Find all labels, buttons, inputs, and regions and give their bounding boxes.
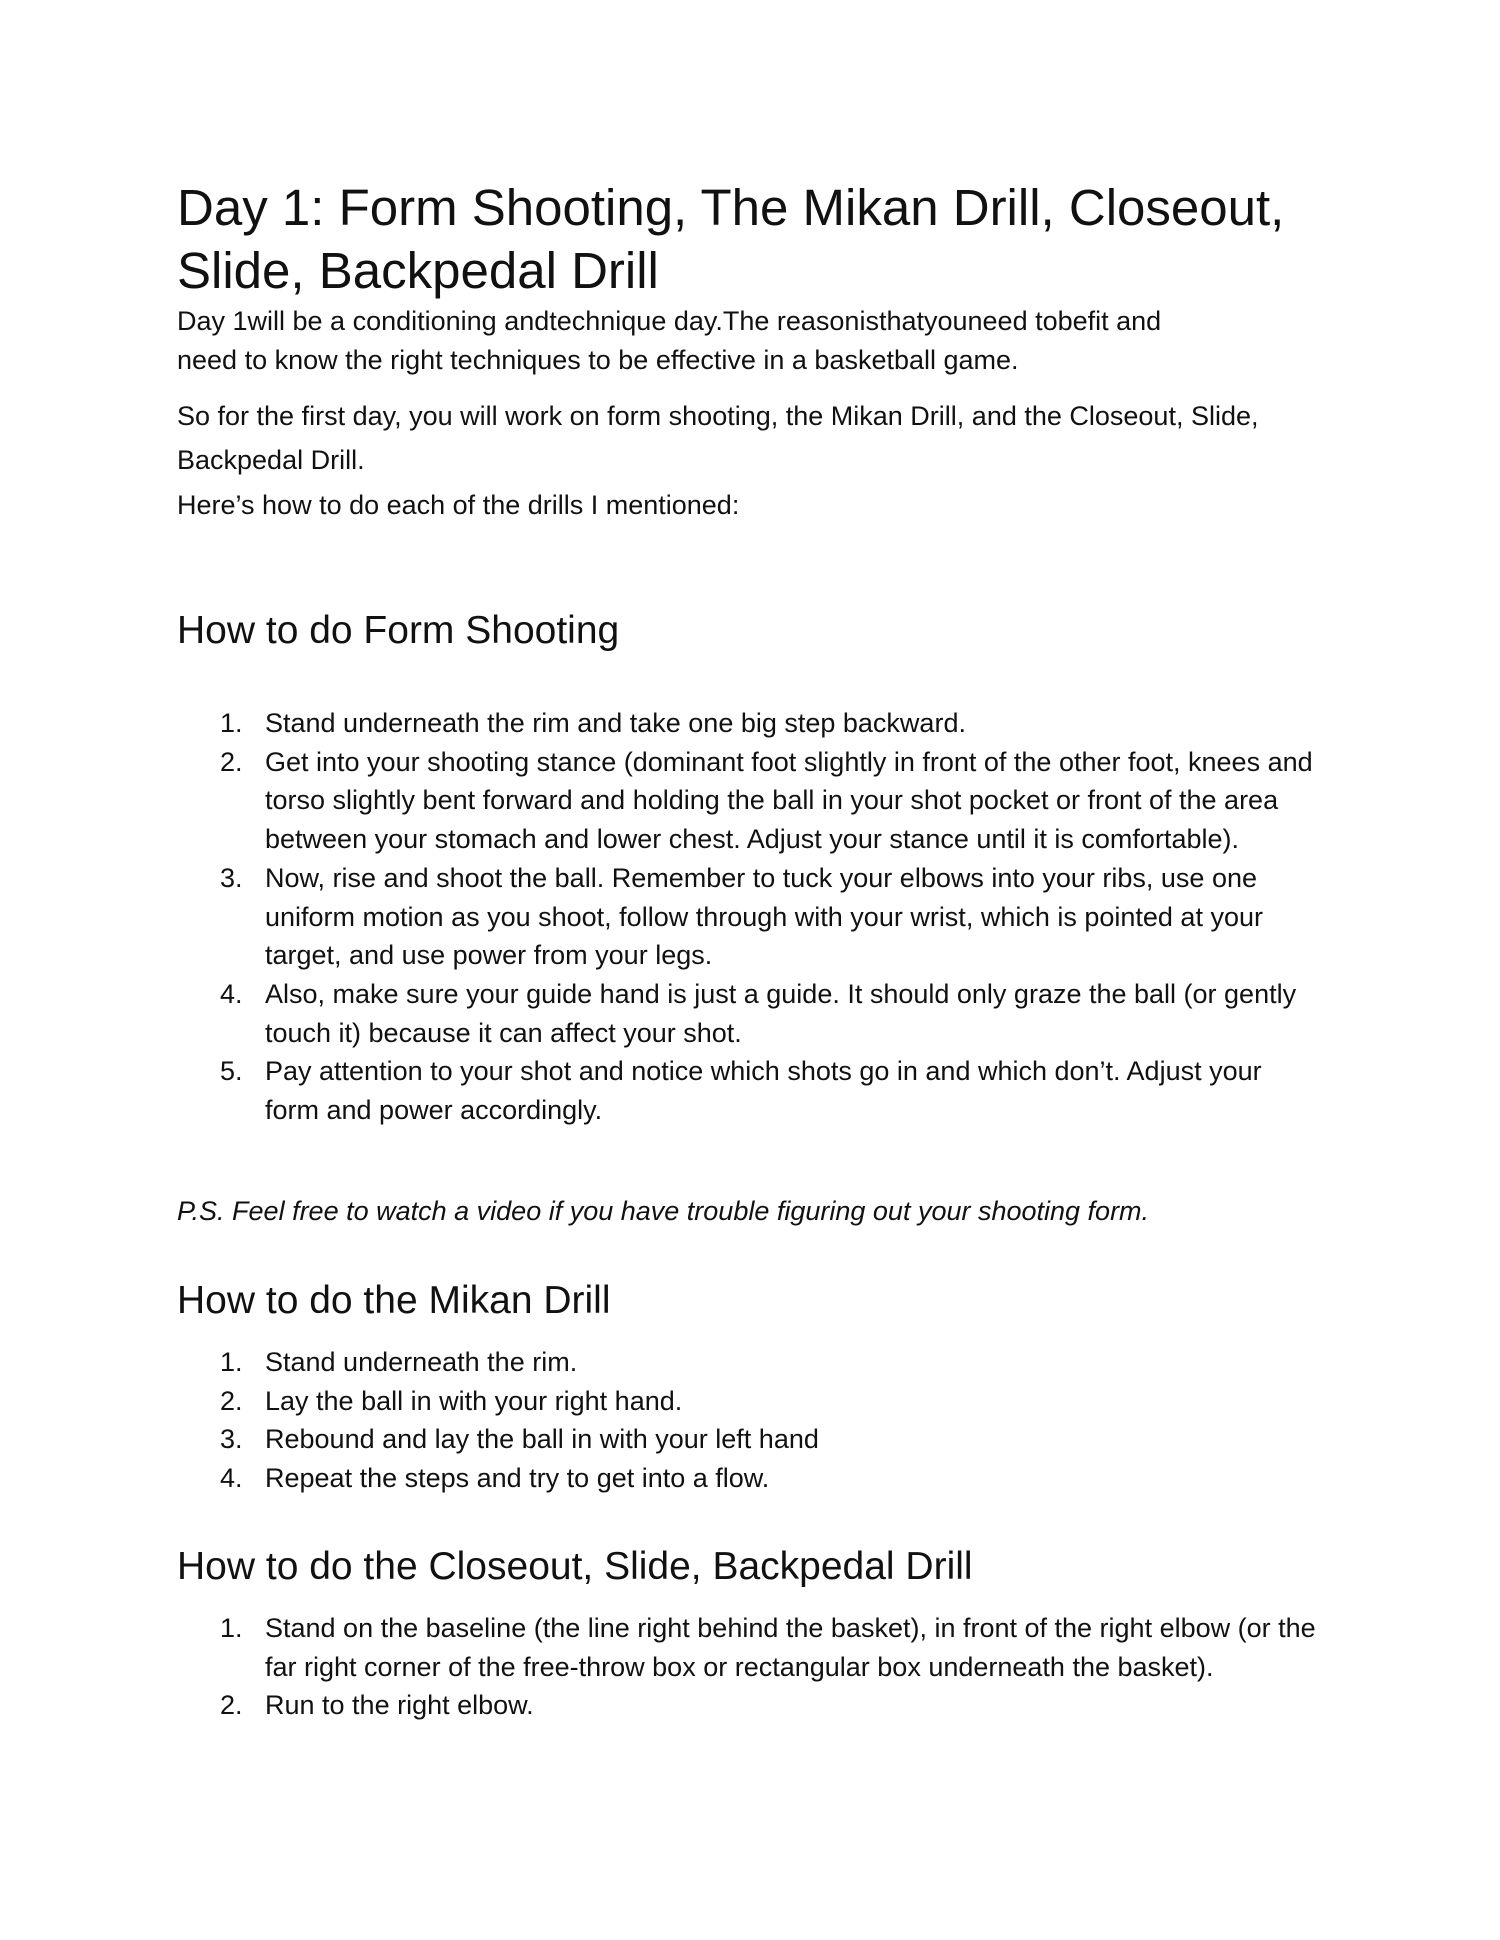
- list-number: 2.: [220, 1690, 243, 1721]
- list-number: 1.: [220, 708, 243, 738]
- list-item-text: Get into your shooting stance (dominant foot slightly in front of the other foot, knees and torso slightly bent forward and holding the ball in your shot pocket or front of the area between your stomach and lower chest. Adjust your stance until it is comfortable).: [265, 746, 1313, 855]
- closeout-drill-steps: [220, 1609, 1320, 1725]
- list-item-text: Pay attention to your shot and notice which shots go in and which don’t. Adjust your form and power accordingly.: [265, 1056, 1262, 1126]
- mikan-drill-steps: [220, 1343, 1320, 1498]
- list-item: [220, 975, 1320, 1052]
- intro-paragraph: Here’s how to do each of the drills I mentioned:: [177, 490, 740, 520]
- list-item-text: Lay the ball in with your right hand.: [265, 1385, 683, 1416]
- list-item-text: Rebound and lay the ball in with your left hand: [265, 1424, 819, 1455]
- list-item-text: Run to the right elbow.: [265, 1690, 534, 1721]
- list-item-text: Stand on the baseline (the line right behind the basket), in front of the right elbow (or the far right corner of the free-throw box or rectangular box underneath the basket).: [265, 1613, 1316, 1682]
- list-number: 3.: [220, 1424, 243, 1455]
- intro-paragraph: So for the first day, you will work on form shooting, the Mikan Drill, and the Closeout, Slide, Backpedal Drill.: [177, 401, 1259, 475]
- ps-note: P.S. Feel free to watch a video if you have trouble figuring out your shooting form.: [177, 1196, 1150, 1226]
- page-title: Day 1: Form Shooting, The Mikan Drill, Closeout, Slide, Backpedal Drill: [177, 179, 1285, 299]
- list-number: 1.: [220, 1347, 243, 1377]
- list-number: 5.: [220, 1056, 243, 1087]
- list-number: 3.: [220, 862, 243, 893]
- list-number: 4.: [220, 1463, 243, 1494]
- list-item: [220, 1382, 1320, 1421]
- list-item: [220, 743, 1320, 859]
- list-item: [220, 1343, 1320, 1382]
- section-heading-closeout-drill: How to do the Closeout, Slide, Backpedal Drill: [177, 1545, 973, 1588]
- list-item-text: Stand underneath the rim.: [265, 1347, 578, 1377]
- list-item-text: Now, rise and shoot the ball. Remember to tuck your elbows into your ribs, use one uniform motion as you shoot, follow through with your wrist, which is pointed at your target, and use power from your legs.: [265, 862, 1263, 971]
- list-item: [220, 1420, 1320, 1459]
- list-number: 1.: [220, 1613, 243, 1643]
- list-item: [220, 1686, 1320, 1725]
- section-heading-form-shooting: How to do Form Shooting: [177, 609, 620, 652]
- intro-paragraph: Day 1will be a conditioning andtechnique day.The reasonisthatyouneed tobefit and need to know the right techniques to be effective in a basketball game.: [177, 306, 1162, 375]
- list-item: [220, 859, 1320, 975]
- list-number: 2.: [220, 1385, 243, 1416]
- list-number: 2.: [220, 746, 243, 777]
- list-item: [220, 1609, 1320, 1686]
- list-item: [220, 1459, 1320, 1498]
- list-item-text: Stand underneath the rim and take one big step backward.: [265, 708, 966, 738]
- section-heading-mikan-drill: How to do the Mikan Drill: [177, 1279, 611, 1322]
- form-shooting-steps: [220, 704, 1320, 1130]
- list-item-text: Also, make sure your guide hand is just a guide. It should only graze the ball (or gently touch it) because it can affect your shot.: [265, 978, 1297, 1048]
- list-item-text: Repeat the steps and try to get into a flow.: [265, 1463, 770, 1494]
- list-item: [220, 1052, 1320, 1129]
- list-item: [220, 704, 1320, 743]
- list-number: 4.: [220, 978, 243, 1009]
